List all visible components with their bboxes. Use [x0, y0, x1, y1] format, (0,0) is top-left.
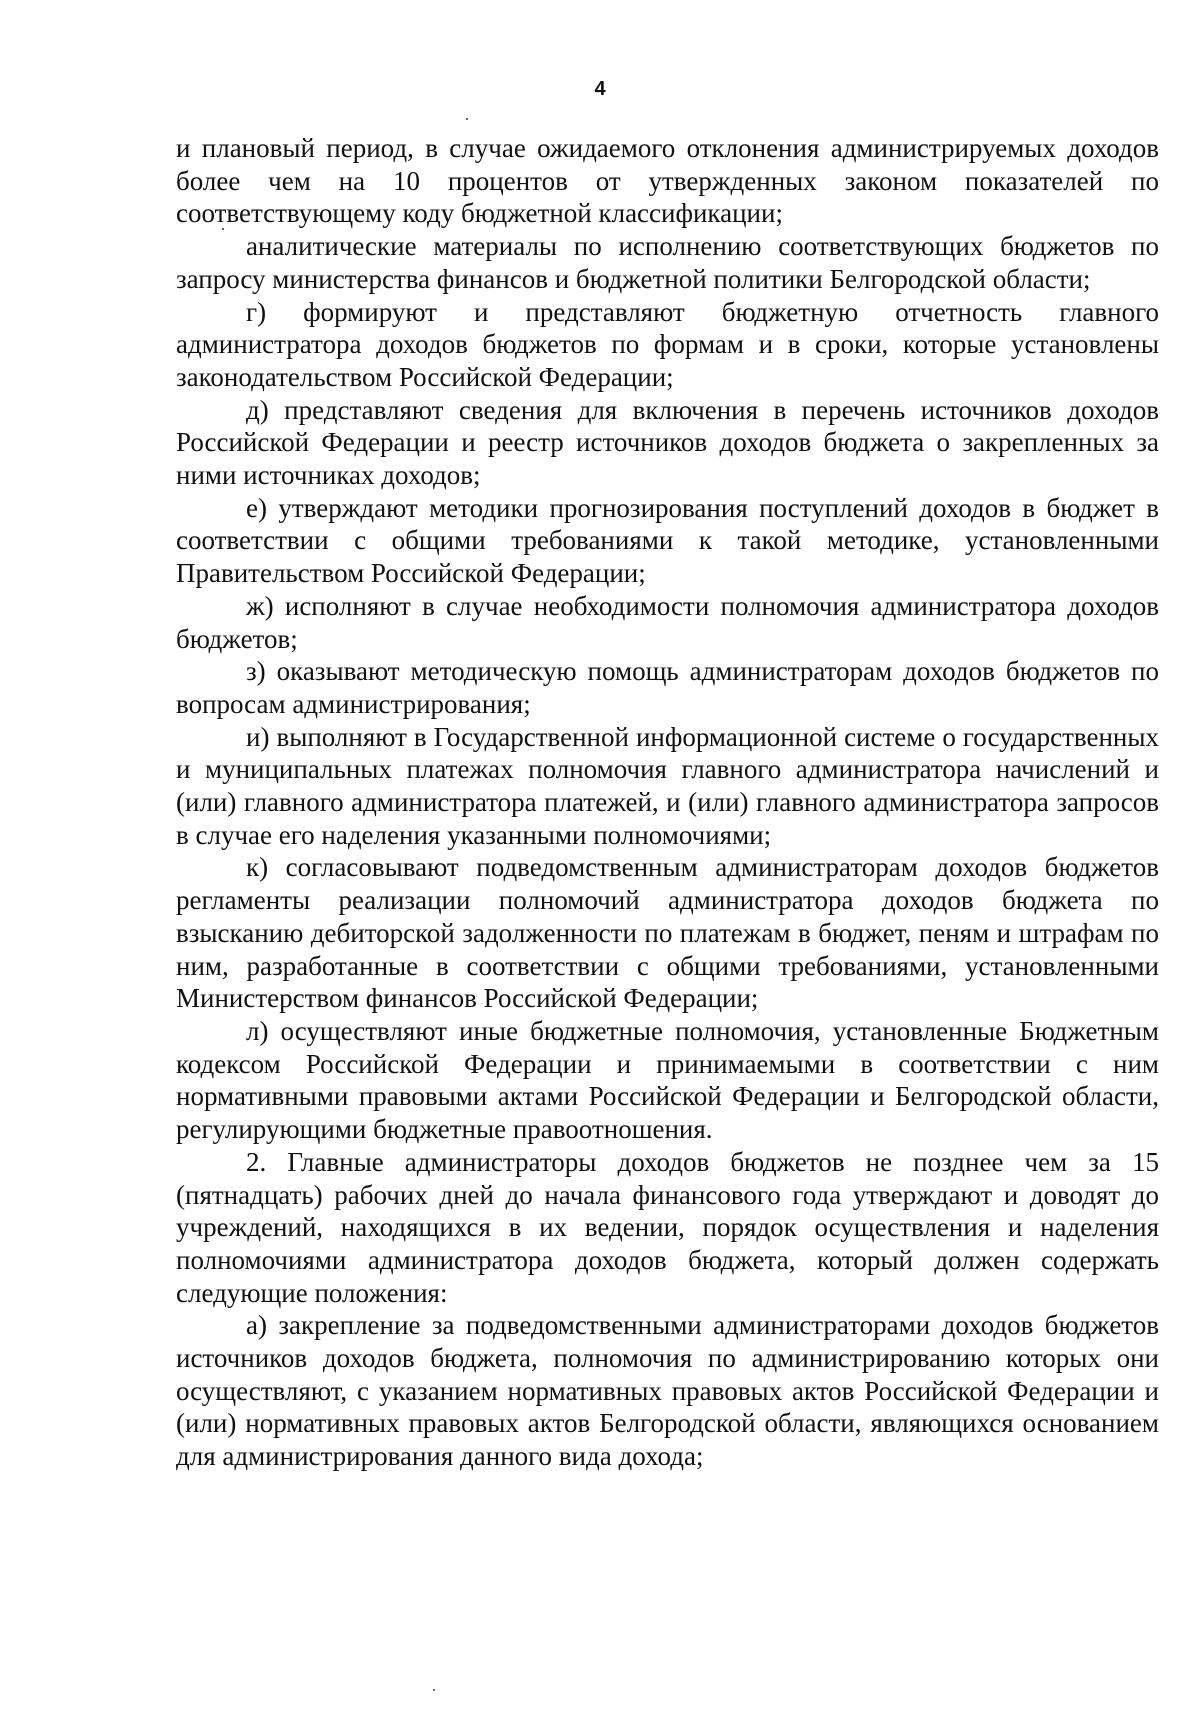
paragraph-item-z: з) оказывают методическую помощь администраторам доходов бюджетов по вопросам администрирования;	[176, 656, 1159, 719]
paragraph-analytics: аналитические материалы по исполнению соответствующих бюджетов по запросу министерства финансов и бюджетной политики Белгородской области;	[176, 231, 1159, 294]
paragraph-item-g: г) формируют и представляют бюджетную отчетность главного администратора доходов бюджетов по формам и в сроки, которые установлены законодательством Российской Федерации;	[176, 296, 1159, 392]
paragraph-item-a: а) закрепление за подведомственными администраторами доходов бюджетов источников доходов бюджета, полномочия по администрированию которых они осуществляют, с указанием нормативных правовых актов Российской Федерации и (или) нормативных правовых актов Белгородской области, являющихся основанием для администрирования данного вида дохода;	[176, 1310, 1159, 1472]
paragraph-item-zh: ж) исполняют в случае необходимости полномочия администратора доходов бюджетов;	[176, 590, 1159, 654]
page-number: 4	[594, 78, 606, 100]
paragraph-item-d: д) представляют сведения для включения в перечень источников доходов Российской Федерации и реестр источников доходов бюджета о закрепленных за ними источниках доходов;	[176, 394, 1159, 491]
paragraph-section-2: 2. Главные администраторы доходов бюджетов не позднее чем за 15 (пятнадцать) рабочих дней до начала финансового года утверждают и доводят до учреждений, находящихся в их ведении, порядок осуществления и наделения полномочиями администратора доходов бюджета, который должен содержать следующие положения:	[176, 1146, 1159, 1308]
paragraph-item-k: к) согласовывают подведомственным администраторам доходов бюджетов регламенты реализации полномочий администратора доходов бюджета по взысканию дебиторской задолженности по платежам в бюджет, пеням и штрафам по ним, разработанные в соответствии с общими требованиями, установленными Министерством финансов Российской Федерации;	[176, 852, 1159, 1014]
scan-speck	[433, 1689, 435, 1691]
scan-speck	[466, 118, 468, 120]
paragraph-continuation: и плановый период, в случае ожидаемого отклонения администрируемых доходов более чем на 10 процентов от утвержденных законом показателей по соответствующему коду бюджетной классификации;	[176, 133, 1159, 229]
document-body	[176, 132, 1159, 1473]
paragraph-item-i: и) выполняют в Государственной информационной системе о государственных и муниципальных платежах полномочия главного администратора начислений и (или) главного администратора платежей, и (или) главного администратора запросов в случае его наделения указанными полномочиями;	[176, 721, 1159, 850]
paragraph-item-e: е) утверждают методики прогнозирования поступлений доходов в бюджет в соответствии с общими требованиями к такой методике, установленными Правительством Российской Федерации;	[176, 492, 1159, 589]
paragraph-item-l: л) осуществляют иные бюджетные полномочия, установленные Бюджетным кодексом Российской Федерации и принимаемыми в соответствии с ним нормативными правовыми актами Российской Федерации и Белгородской области, регулирующими бюджетные правоотношения.	[176, 1015, 1159, 1145]
scan-speck	[222, 228, 224, 230]
